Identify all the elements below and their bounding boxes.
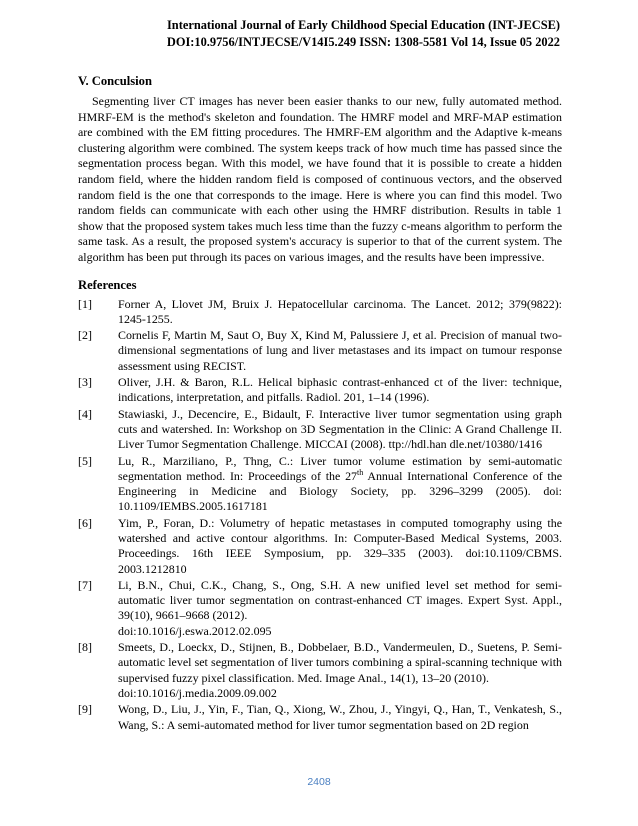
reference-item [78,578,562,639]
references-list [78,297,562,733]
reference-text: Yim, P., Foran, D.: Volumetry of hepatic metastases in computed tomography using the watershed and active contour algorithms. In: Computer-Based Medical Systems, 2003. Proceedings. 16th IEEE Symposium, pp. 329–335 (2003). doi:10.1109/CBMS. 2003.1212810 [118,515,562,576]
reference-doi: doi:10.1016/j.media.2009.09.002 [118,685,277,700]
reference-number: [4] [78,406,92,421]
journal-title: International Journal of Early Childhood Special Education (INT-JECSE) [166,18,560,32]
reference-text: Li, B.N., Chui, C.K., Chang, S., Ong, S.H. A new unified level set method for semi-automatic liver tumor segmentation on contrast-enhanced CT images. Expert Syst. Appl., 39(10), 9661–9668 (2012). [118,577,562,623]
journal-doi-issn: DOI:10.9756/INTJECSE/V14I5.249 ISSN: 1308-5581 Vol 14, Issue 05 2022 [166,35,560,49]
section-heading: V. Conculsion [78,74,152,88]
journal-header [90,17,560,51]
reference-item [78,454,562,515]
reference-number: [1] [78,296,92,311]
reference-item [78,640,562,701]
reference-item [78,297,562,328]
reference-number: [8] [78,640,92,655]
reference-text-start: Lu, R., Marziliano, P., Thng, C.: Liver tumor volume estimation by semi-automatic segmentation method. In: Proceedings of the 27 [118,453,562,483]
reference-number: [9] [78,702,92,717]
reference-item [78,407,562,453]
reference-text-end: Annual International Conference of the Engineering in Medicine and Biology Society, pp. 3296–3299 (2005). doi: 10.1109/IEMBS.2005.1617181 [118,468,563,514]
reference-number: [7] [78,577,92,592]
reference-number: [2] [78,328,92,343]
reference-text: Cornelis F, Martin M, Saut O, Buy X, Kind M, Palussiere J, et al. Precision of manual two-dimensional segmentations of lung and liver metastases and its impact on tumour response assessment using RECIST. [118,328,562,373]
reference-text: Smeets, D., Loeckx, D., Stijnen, B., Dobbelaer, B.D., Vandermeulen, D., Suetens, P. Semi-automatic level set segmentation of liver tumors combining a spiral-scanning technique with supervised fuzzy pixel classification. Med. Image Anal., 14(1), 13–20 (2010). [118,640,562,685]
reference-number: [3] [78,375,92,390]
reference-text: Forner A, Llovet JM, Bruix J. Hepatocellular carcinoma. The Lancet. 2012; 379(9822): 1245-1255. [118,296,562,326]
references-heading: References [78,277,137,292]
reference-item [78,375,562,406]
reference-text: Oliver, J.H. & Baron, R.L. Helical biphasic contrast-enhanced ct of the liver: technique, indications, interpretation, and pitfalls. Radiol. 201, 1–14 (1996). [118,375,562,405]
page-number: 2408 [307,776,331,788]
reference-text: Stawiaski, J., Decencire, E., Bidault, F. Interactive liver tumor segmentation using graph cuts and watershed. In: Workshop on 3D Segmentation in the Clinic: A Grand Challenge II. Liver Tumor Segmentation Challenge. MICCAI (2008). ttp://hdl.han dle.net/10380/1416 [118,406,562,452]
reference-item [78,516,562,577]
reference-doi: doi:10.1016/j.eswa.2012.02.095 [118,623,272,638]
reference-item [78,328,562,374]
page-content [78,73,562,734]
conclusion-paragraph: Segmenting liver CT images has never been easier thanks to our new, fully automated method. HMRF-EM is the method's skeleton and foundation. The HMRF model and MRF-MAP estimation are combined with the EM fitting procedures. The HMRF-EM algorithm and the Adaptive k-means clustering algorithm were combined. The system keeps track of how much time has passed since the segmentation process began. With this model, we have found that it is possible to create a hidden random field, where the hidden random field is composed of continuous vectors, and the observed random field is the one that corresponds to the image. Here is where you can find this model. Two random fields can communicate with each other using the HMRF distribution. Results in table 1 show that the proposed system takes much less time than the fuzzy c-means algorithm to perform the same task. As a result, the proposed system's accuracy is superior to that of the current system. The algorithm has been put through its paces on various images, and the results have been impressive. [78,94,562,264]
reference-item [78,702,562,733]
reference-text: Wong, D., Liu, J., Yin, F., Tian, Q., Xiong, W., Zhou, J., Yingyi, Q., Han, T., Venkatesh, S., Wang, S.: A semi-automated method for liver tumor segmentation based on 2D region [118,702,562,732]
reference-number: [5] [78,453,92,468]
reference-number: [6] [78,515,92,530]
ordinal-superscript: th [357,467,364,477]
